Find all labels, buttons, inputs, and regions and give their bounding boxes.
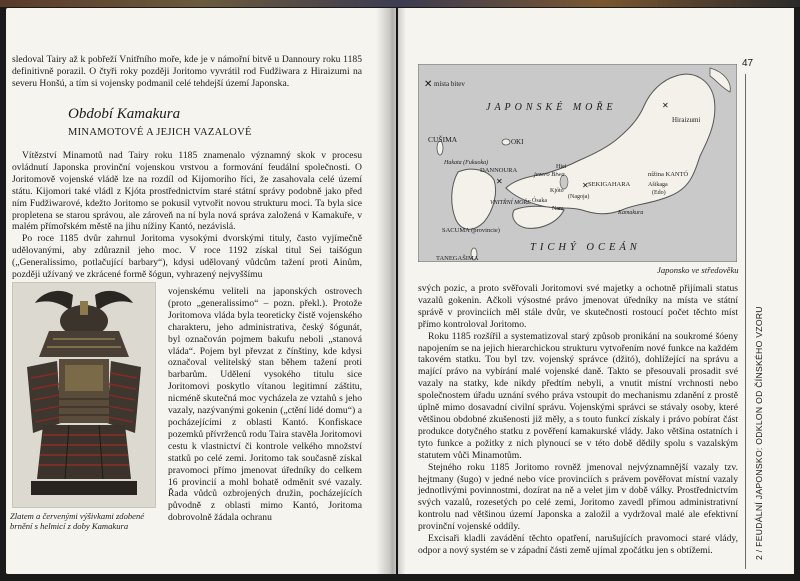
samurai-armor-image [13,283,155,507]
armor-figure [12,282,156,508]
intro-paragraph: sledoval Tairy až k pobřeží Vnitřního moře, kde je v námořní bitvě u Dannoury roku 1185 definitivně porazil. O čtyři roky později Joritomo vyvrátil rod Fudžiwara z Hiraizumi na severu Honšú, a tím si vojensky podmanil celé tehdejší území Japonska. [12,54,362,89]
running-head-text: 2 / FEUDÁLNÍ JAPONSKO: ODKLON OD ČÍNSKÉHO VZORU [754,306,764,560]
page-number: 47 [742,58,754,69]
map-label-jezero-biwa: jezero Biwa [534,171,565,178]
battle-marker-legend: ✕ [424,79,433,90]
intro-text [12,54,362,90]
top-edge [0,0,800,7]
left-narrow-column [168,286,362,524]
map-label-pacific: TICHÝ OCEÁN [530,242,641,253]
left-paragraphs [12,150,362,281]
paragraph-2-wide: Po roce 1185 dvůr zahrnul Joritoma vysokými dvorskými tituly, často vyjímečně udělovanými, aby zdůraznil jeho moc. V roce 1192 získal titul Sei taišógun („Generalissimo, potlačující barbary“), kdysi udělovaný vůdcům tažení proti Ainům, později užívaný ve zkrácené formě šógun, vyhrazený nejvyššímu [12,233,362,281]
margin-rule [745,74,746,569]
map-label-hiraizumi: Hiraizumi [672,116,701,124]
map-label-hakata: Hakata (Fukuoka) [444,160,489,166]
paragraph-d: Excisaři kladli zavádění těchto opatření, narušujících pravomoci staré vlády, odpor a nový systém se v západní části země ujímal zpočátku jen s obtížemi. [418,533,738,556]
paragraph-2-narrow: vojenskému veliteli na japonských ostrovech (proto „generalissimo“ – pozn. překl.). Protože Joritomova vláda byla teoreticky čistě vojenského charakteru, jeho administrativa, český šógunát, byl označován pojmem bakufu neboli „stanová vláda“. Pojem byl převzat z čínštiny, kde kdysi označoval velitelský stan během tažení proti barbarům. Udělení vysokého titulu sice Joritomovi poskytlo vítanou legitimní záštitu, nicméně skutečná moc vycházela ze vztahů s jeho vazaly, nazývanými gokenin („ctění lidé domu“) a pocházejícími z oblasti Kantó. Konfiskace pozemků přívrženců rodu Taira stavěla Joritomovi cestu k vlastnictví či kontrole velkého množství statků po celé zemi. Joritomo tak současně získal pravomoci přímo jmenovat úředníky do celkem 16 provincií a mohl bohatě odměnit své vazaly. Řada vůdců ozbrojených družin, pocházejících původně z oblasti mimo Kantó, Joritoma dobrovolně žádala ochranu [168,286,362,524]
section-heading: Období Kamakura [68,106,181,122]
paragraph-a: svých pozic, a proto svěřovali Joritomovi své majetky a ochotně přijímali status vazalů gokenin. Ačkoli výsostné právo jmenovat úředníky na místa ve státní správě v provinciích měl stále dvůr, ve skutečnosti rostoucí počet těchto míst přímo kontroloval Joritomo. [418,283,738,330]
map-label-dannoura: DANNOURA [480,167,518,174]
figure-caption: Zlatem a červenými výšivkami zdobené brnění s helmicí z doby Kamakura [10,511,145,532]
map-label-hiei: Hiei [556,164,567,170]
section-subheading: MINAMOTOVÉ A JEJICH VAZALOVÉ [68,127,252,138]
map-label-vnitrni-more: VNITŘNÍ MOŘE [490,200,531,206]
map-label-edo: (Edo) [652,190,666,196]
map-label-tanegashima: TANEGAŠIMA [436,255,479,262]
map-label-oki: OKI [511,138,524,146]
map-label-battle-legend: místa bitev [434,80,465,88]
map-label-kanto: nížina KANTÓ [648,171,689,178]
right-paragraphs [418,283,738,557]
paragraph-b: Roku 1185 rozšířil a systematizoval starý způsob pronikání na soukromé šóeny napojením se na jejich hierarchickou strukturu vytvořením nové funkce na každém takovém statku. Tou byl tzv. vojenský správce (džitó), dohlížející na správu a mající právo na vybírání malé vojenské daně. Takto se přesouvali prosadit své vazaly na statky, kde nikdy předtím nebyli, a vnutit místní vrchnosti nebo společnostem úřadu uznání svého práva vstoupit do mechanismu zdanění z prostě úplně mimo dosavadní civilní správu. Vojenskými správci se stávaly osoby, které většinou obdobné zkušenosti již měly, a s touto funkcí získaly i právo pobírat část produkce dotyčného statku z pověření kamakurské vlády. Jako většina ostatních i tyto funkce a požitky z nich plynoucí se v této době dědily spolu s vazalským statutem vůči Minamotům. [418,330,738,461]
map-label-sekigahara: SEKIGAHARA [588,181,631,188]
battle-marker-dannoura: ✕ [496,177,503,186]
map-label-satsuma: SACUMA (provincie) [442,227,500,234]
japan-map [418,64,737,262]
running-head [754,300,764,560]
map-figure [418,64,737,262]
paragraph-c: Stejného roku 1185 Joritomo rovněž jmenoval nejvýznamnější vazaly tzv. hejtmany (šugo) v jedné nebo více provinciích s právem pověřovat místní vazaly jednotlivými povinnostmi, dozírat na ně a velet jim v době války. Prostřednictvím svých vazalů, rozesetých po celé zemi, Joritomo zavedl přímou administrativní kontrolu nad většinou území Japonska a založil a vydržoval malé ale efektivní provinční vojenské oddíly. [418,461,738,533]
battle-marker-sekigahara: ✕ [582,181,589,190]
map-label-nara: Nara [552,206,564,212]
map-label-cusima: CUŠIMA [428,135,458,144]
map-label-kjoto: Kjóto [550,188,564,194]
map-label-ashikaga: Ašikaga [648,182,668,188]
map-caption: Japonsko ve středověku [657,265,739,275]
paragraph-1: Vítězství Minamotů nad Tairy roku 1185 znamenalo významný skok v procesu ovládnutí Japonska provinční vojenskou vrstvou a formování feudální společnosti. O Joritomově vojenské vládě lze na rozdíl od Kijomoriho říci, že zasahovala celé území státu. Kijomori také vládl z Kjóta prostřednictvím staré státní správy podobně jako před ním Fudžiwarové, kdežto Joritomo se pokusil vytvořit novou strukturu moci. Ta byla sice propletena se starou správou, ale zároveň na ní byla nová správa založená v Kamakuře, v malém přímořském městě na jihu nížiny Kantó, nezávislá. [12,150,362,233]
map-label-sea-of-japan: JAPONSKÉ MOŘE [486,102,617,113]
battle-marker-hiraizumi: ✕ [662,101,669,110]
map-label-kamakura: Kamakura [618,210,644,216]
map-label-osaka: Ósaka [532,198,547,204]
map-label-nagoja: (Nagoja) [568,194,590,200]
